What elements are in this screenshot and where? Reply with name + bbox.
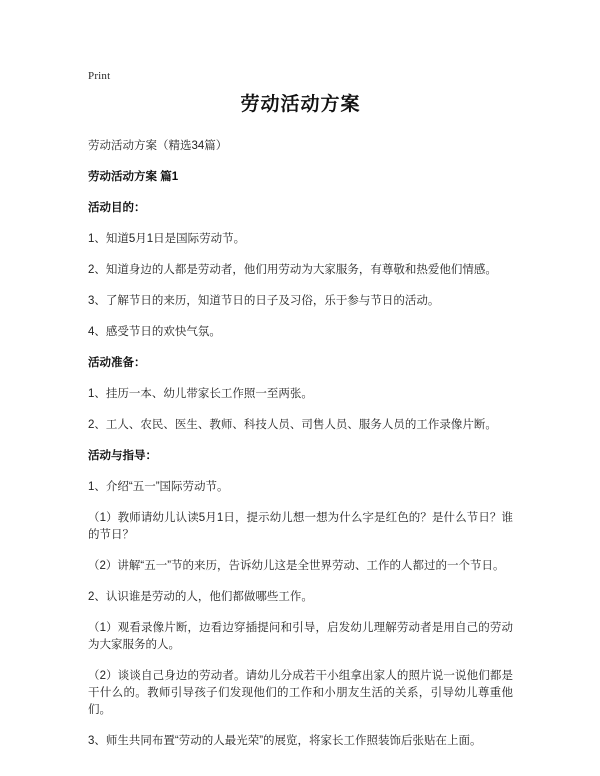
paragraph: 3、了解节日的来历，知道节日的日子及习俗，乐于参与节日的活动。 [88, 295, 440, 307]
section-heading-purpose: 活动目的： [88, 202, 146, 214]
article-heading: 劳动活动方案 篇1 [88, 171, 179, 183]
paragraph: 2、工人、农民、医生、教师、科技人员、司售人员、服务人员的工作录像片断。 [88, 419, 497, 431]
paragraph: 1、介绍“五一”国际劳动节。 [88, 481, 229, 493]
paragraph: （2）谈谈自己身边的劳动者。请幼儿分成若干小组拿出家人的照片说一说他们都是干什么的。教师引导孩子们发现他们的工作和小朋友生活的关系，引导幼儿尊重他们。 [88, 670, 513, 716]
paragraph: 4、感受节日的欢快气氛。 [88, 326, 221, 338]
document-subtitle: 劳动活动方案（精选34篇） [88, 140, 228, 152]
page-title: 劳动活动方案 [240, 94, 361, 115]
document-content [88, 92, 513, 750]
section-heading-preparation: 活动准备： [88, 357, 146, 369]
section-heading-activity-guidance: 活动与指导： [88, 450, 157, 462]
paragraph: （1）教师请幼儿认读5月1日，提示幼儿想一想为什么字是红色的？是什么节日？谁的节日？ [88, 512, 513, 541]
paragraph: 2、知道身边的人都是劳动者，他们用劳动为大家服务，有尊敬和热爱他们情感。 [88, 264, 497, 276]
paragraph: 1、知道5月1日是国际劳动节。 [88, 233, 246, 245]
paragraph: 1、挂历一本、幼儿带家长工作照一至两张。 [88, 388, 313, 400]
paragraph: （2）讲解“五一”节的来历，告诉幼儿这是全世界劳动、工作的人都过的一个节日。 [88, 560, 505, 572]
paragraph: 3、师生共同布置“劳动的人最光荣”的展览，将家长工作照装饰后张贴在上面。 [88, 735, 482, 747]
paragraph: （1）观看录像片断，边看边穿插提问和引导，启发幼儿理解劳动者是用自己的劳动为大家服务的人。 [88, 622, 513, 651]
print-button[interactable]: Print [88, 70, 111, 82]
paragraph: 2、认识谁是劳动的人，他们都做哪些工作。 [88, 591, 313, 603]
